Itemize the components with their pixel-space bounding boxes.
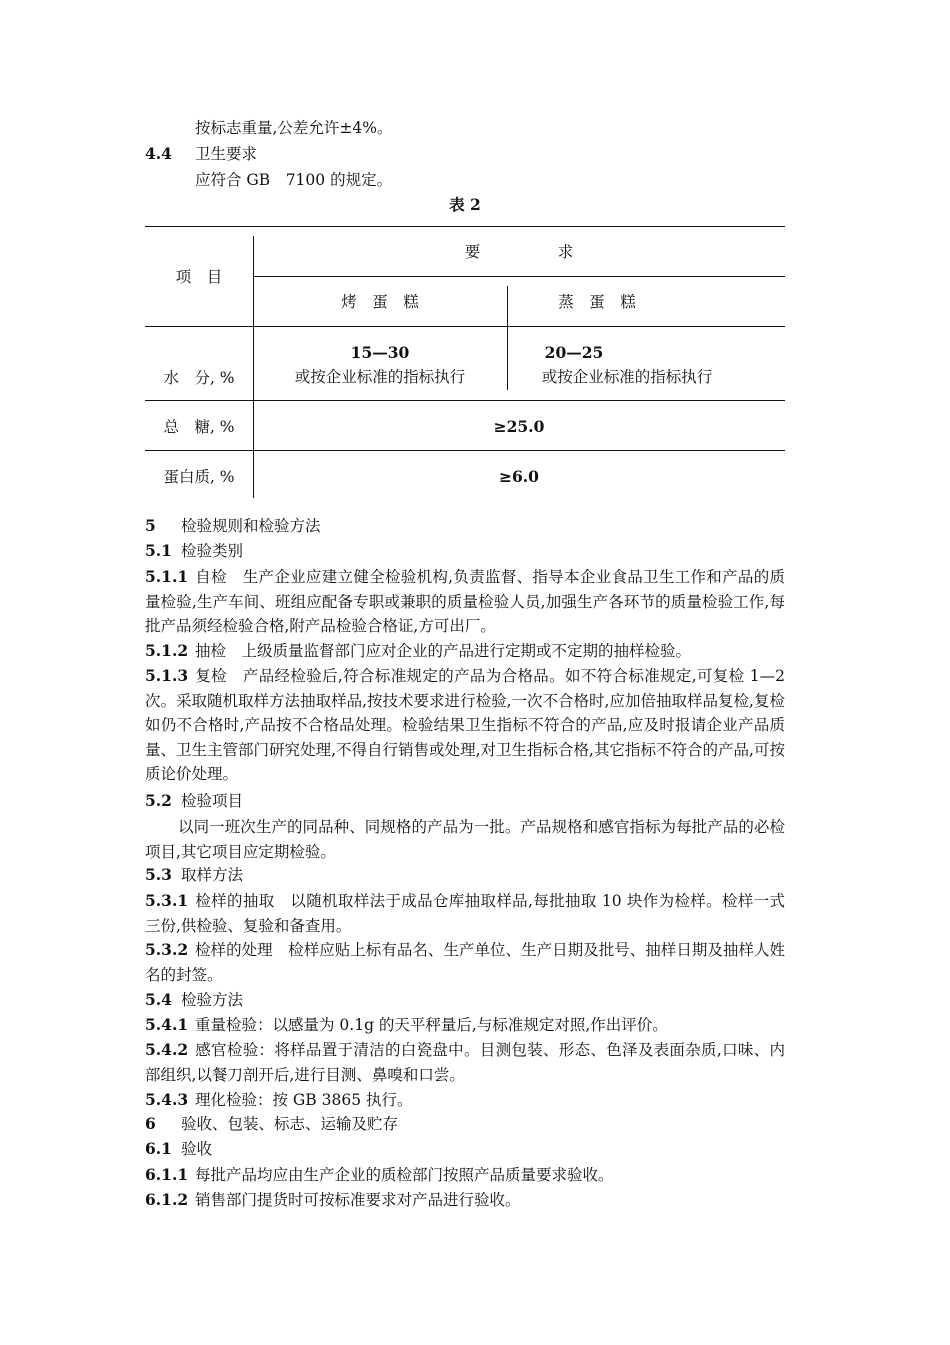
section-number: 5.3.2 [145, 940, 189, 959]
section-number: 5.1 [145, 541, 172, 560]
section-title: 检验方法 [181, 991, 244, 1009]
section-title: 检验类别 [181, 542, 244, 560]
section-number: 5.1.1 [145, 567, 189, 586]
section-title: 检验规则和检验方法 [181, 517, 321, 535]
row-sugar-label: 总 糖, % [163, 418, 235, 436]
section-number: 5.1.2 [145, 641, 189, 660]
table-caption: 表 2 [449, 195, 481, 214]
section-6-1-1 [145, 1163, 785, 1188]
section-5-4-heading [145, 990, 243, 1010]
section-text: 自检 生产企业应建立健全检验机构,负责监督、指导本企业食品卫生工作和产品的质量检验,生产车间、班组应配备专职或兼职的质量检验人员,加强生产各环节的质量检验工作,每批产品须经检验合格,附产品检验合格证,方可出厂。 [145, 568, 785, 635]
section-title: 验收 [181, 1140, 213, 1158]
section-title: 卫生要求 [195, 145, 258, 163]
header-baked-cake: 烤 蛋 糕 [341, 293, 419, 311]
section-title: 检验项目 [181, 792, 244, 810]
section-5-4-2 [145, 1038, 785, 1087]
section-5-1-3 [145, 664, 785, 787]
section-5-heading [145, 516, 321, 536]
section-text: 每批产品均应由生产企业的质检部门按照产品质量要求验收。 [195, 1166, 614, 1184]
section-5-4-3 [145, 1088, 785, 1113]
row-protein-label: 蛋白质, % [163, 468, 235, 486]
header-steamed-cake: 蒸 蛋 糕 [558, 293, 636, 311]
section-5-1-heading [145, 541, 243, 561]
row-moisture-label: 水 分, % [163, 369, 235, 387]
section-5-3-heading [145, 865, 243, 885]
section-4-4-heading [145, 144, 257, 164]
section-number: 5.4.3 [145, 1090, 189, 1109]
section-text: 检样的抽取 以随机取样法于成品仓库抽取样品,每批抽取 10 块作为检样。检样一式三份,供检验、复验和备查用。 [145, 892, 785, 935]
section-title: 验收、包装、标志、运输及贮存 [181, 1115, 399, 1133]
table-rule [145, 326, 785, 327]
moisture-steamed-note: 或按企业标准的指标执行 [541, 368, 713, 386]
moisture-steamed-value: 20—25 [544, 343, 604, 362]
section-number: 6.1.2 [145, 1190, 189, 1209]
section-number: 5.1.3 [145, 666, 189, 685]
section-6-1-2 [145, 1188, 785, 1213]
section-text: 销售部门提货时可按标准要求对产品进行验收。 [195, 1191, 521, 1209]
section-5-1-2 [145, 639, 785, 664]
header-requirement: 要 求 [464, 243, 574, 261]
section-text: 理化检验：按 GB 3865 执行。 [195, 1091, 413, 1109]
section-title: 取样方法 [181, 866, 244, 884]
section-text: 复检 产品经检验后,符合标准规定的产品为合格品。如不符合标准规定,可复检 1—2 次。采取随机取样方法抽取样品,按技术要求进行检验,一次不合格时,应加倍抽取样品复检,复检如仍不合格时,产品按不合格品处理。检验结果卫生指标不符合的产品,应及时报请企业产品质量、卫生主管部门研究处理,不得自行销售或处理,对卫生指标合格,其它指标不符合的产品,可按质论价处理。 [145, 667, 785, 783]
section-5-1-1 [145, 565, 785, 639]
section-number: 4.4 [145, 144, 172, 163]
section-text: 抽检 上级质量监督部门应对企业的产品进行定期或不定期的抽样检验。 [195, 642, 692, 660]
section-text: 检样的处理 检样应贴上标有品名、生产单位、生产日期及批号、抽样日期及抽样人姓名的封签。 [145, 941, 785, 984]
moisture-baked-note: 或按企业标准的指标执行 [294, 368, 466, 386]
section-number: 5.3 [145, 865, 172, 884]
section-number: 6.1 [145, 1139, 172, 1158]
table-rule [145, 226, 785, 227]
moisture-baked-value: 15—30 [350, 343, 410, 362]
section-5-2-text: 以同一班次生产的同品种、同规格的产品为一批。产品规格和感官指标为每批产品的必检项目,其它项目应定期检验。 [145, 818, 785, 861]
section-number: 5.4.1 [145, 1015, 189, 1034]
protein-value: ≥6.0 [499, 467, 539, 486]
table-rule [145, 400, 785, 401]
section-5-3-1 [145, 889, 785, 938]
section-number: 6.1.1 [145, 1165, 189, 1184]
section-6-1-heading [145, 1139, 212, 1159]
section-number: 5 [145, 516, 156, 535]
section-5-2-heading [145, 791, 243, 811]
table-rule [145, 450, 785, 451]
section-number: 6 [145, 1114, 156, 1133]
weight-tolerance-line: 按标志重量,公差允许±4%。 [195, 119, 393, 137]
table-rule [253, 276, 785, 277]
section-number: 5.4 [145, 990, 172, 1009]
section-number: 5.3.1 [145, 891, 189, 910]
section-6-heading [145, 1114, 398, 1134]
section-text: 重量检验：以感量为 0.1g 的天平秤量后,与标准规定对照,作出评价。 [195, 1016, 668, 1034]
section-text: 感官检验：将样品置于清洁的白瓷盘中。目测包装、形态、色泽及表面杂质,口味、内部组织,以餐刀剖开后,进行目测、鼻嗅和口尝。 [145, 1041, 785, 1084]
hygiene-standard-line: 应符合 GB 7100 的规定。 [195, 171, 393, 189]
sugar-value: ≥25.0 [493, 417, 545, 436]
header-item: 项 目 [175, 268, 223, 286]
section-number: 5.4.2 [145, 1040, 189, 1059]
section-5-3-2 [145, 938, 785, 987]
section-5-4-1 [145, 1013, 785, 1038]
section-number: 5.2 [145, 791, 172, 810]
